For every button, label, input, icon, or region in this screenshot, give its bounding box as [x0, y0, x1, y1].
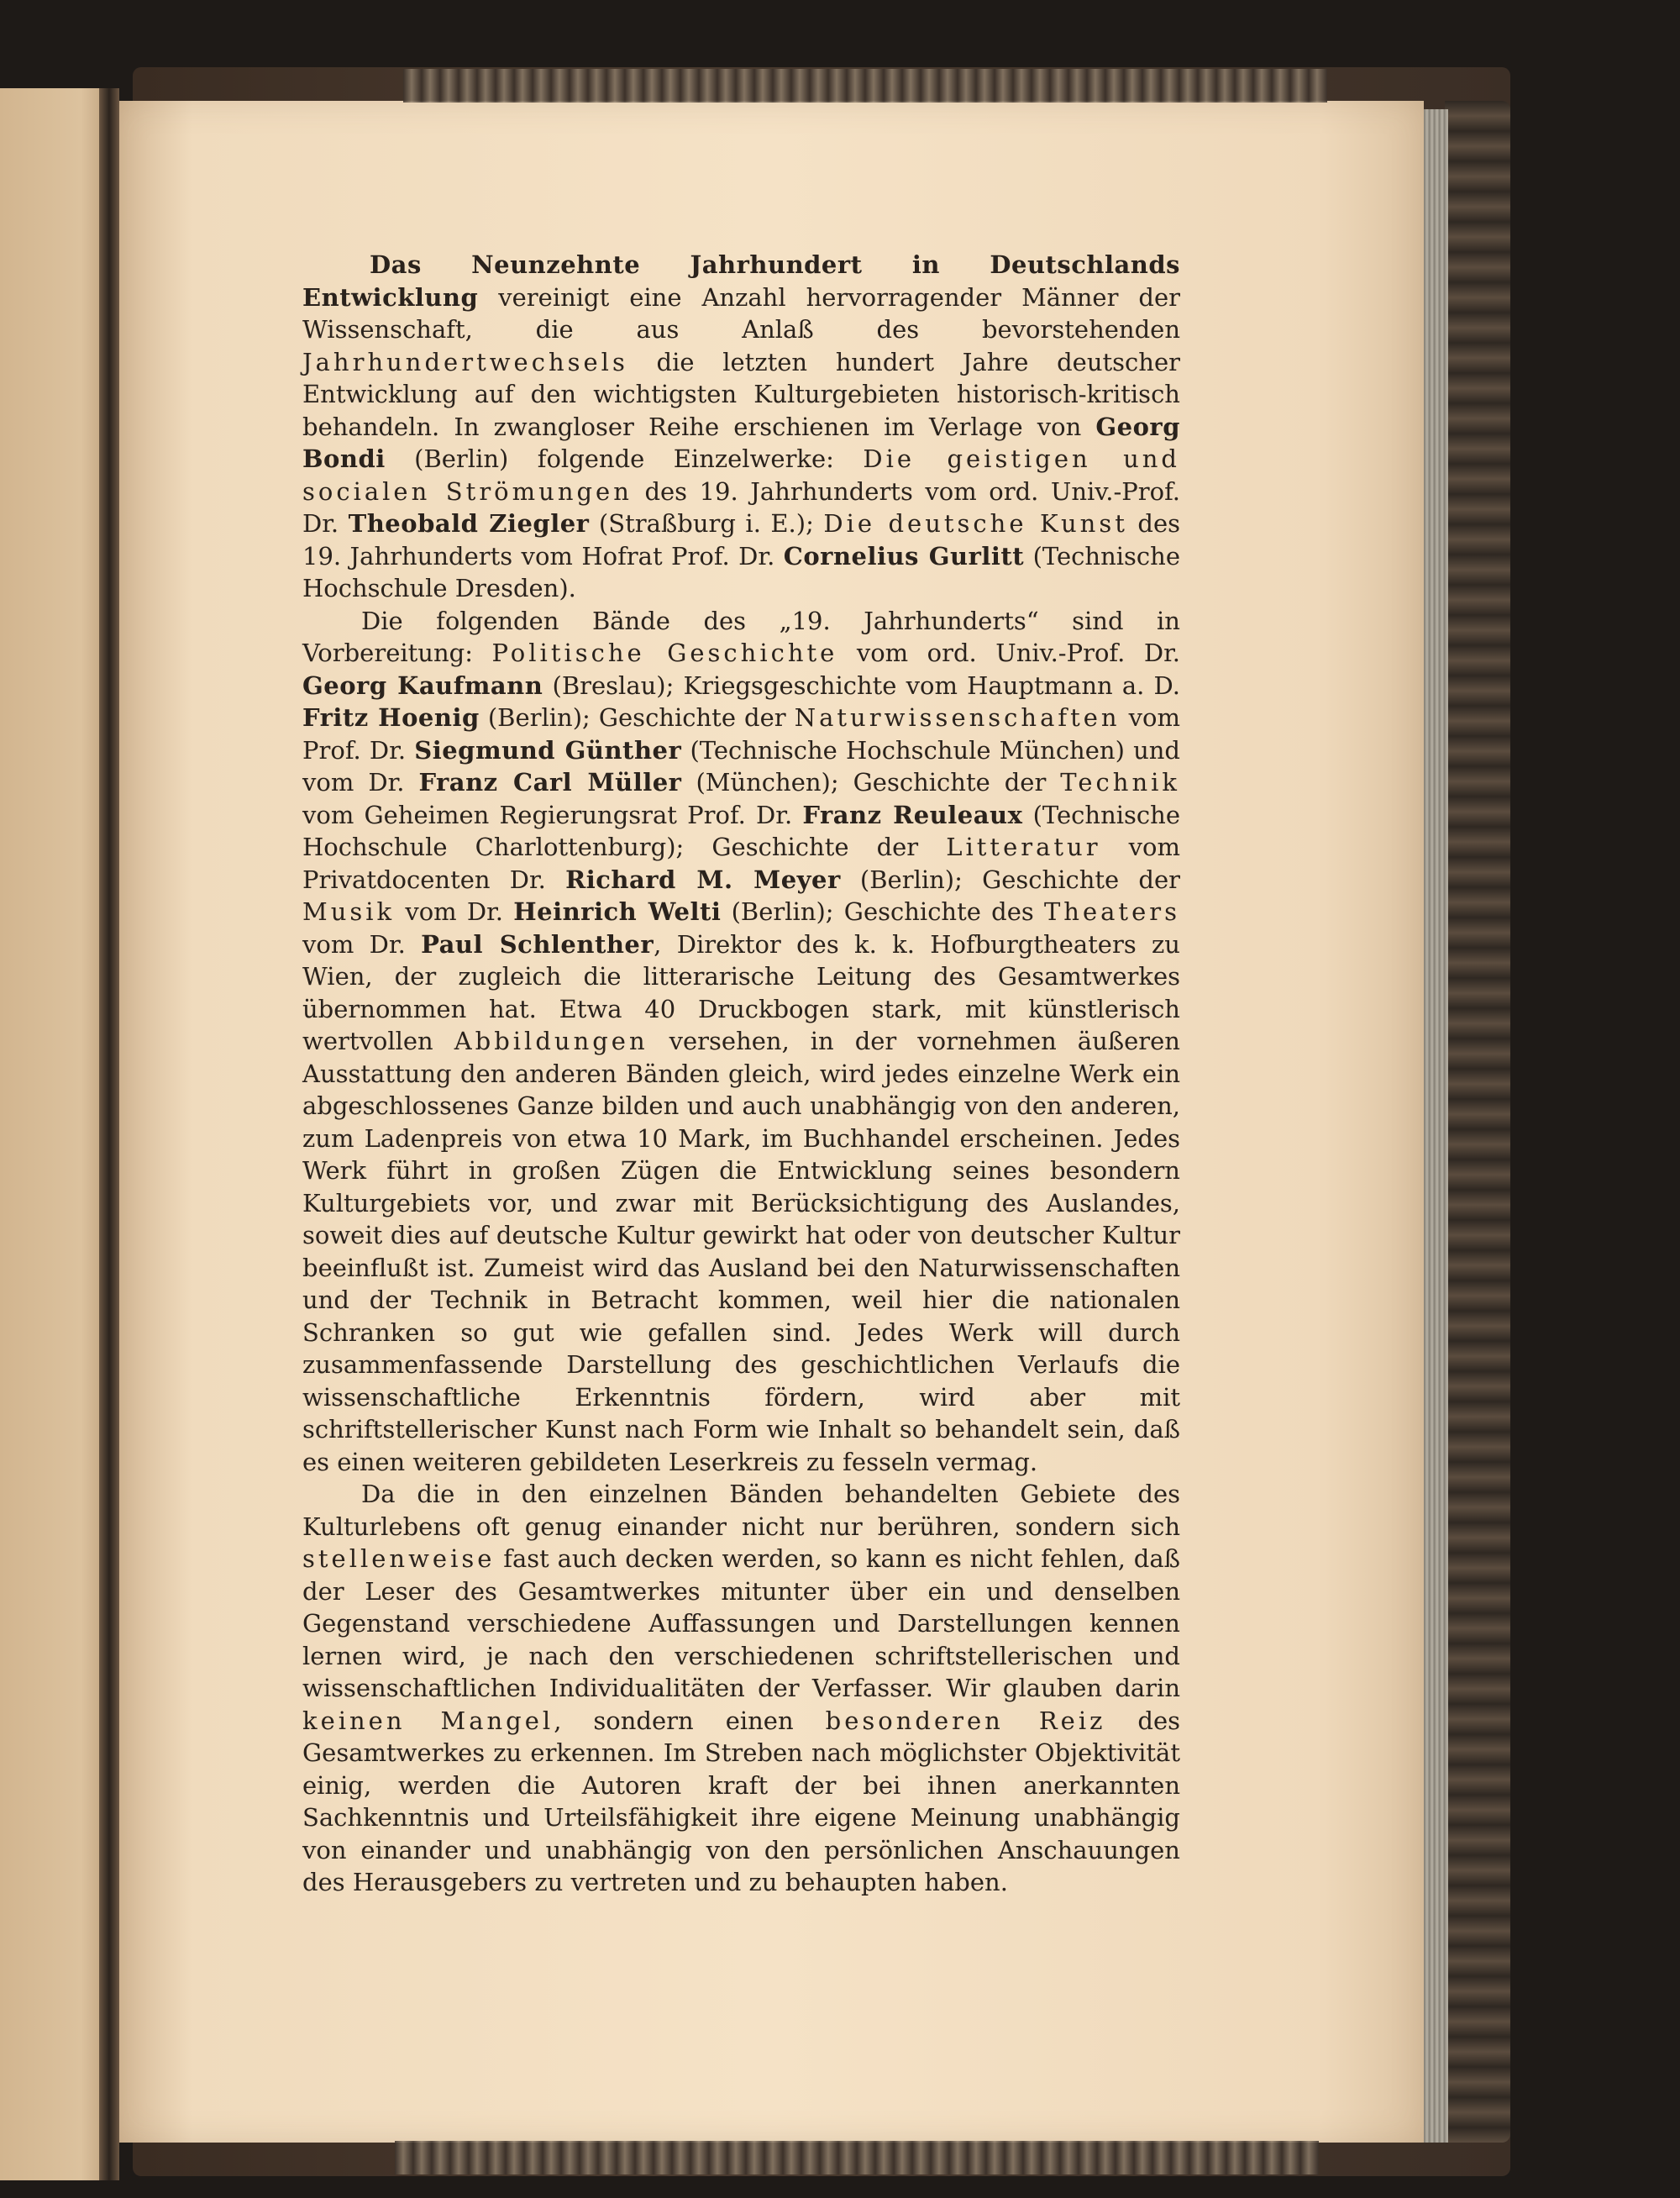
- spaced-text: Abbildungen: [454, 1027, 648, 1055]
- spaced-text: Politische Geschichte: [491, 639, 838, 667]
- spaced-text: stellenweise: [302, 1544, 496, 1573]
- text-run: vom Dr.: [302, 929, 422, 959]
- text-run: (Technische Hochschule Dresden).: [302, 541, 1181, 602]
- text-run: (Berlin); Geschichte der: [479, 703, 795, 732]
- text-run: die letzten hundert Jahre deutscher Entwicklung auf den wichtigsten Kulturgebieten historisch-kritisch behandeln. In zwangloser Reihe erschienen im Verlage von: [302, 347, 1180, 441]
- emphasized-name: Paul Schlenther: [421, 929, 654, 959]
- paragraph: [302, 605, 1180, 1479]
- text-run: vom Privatdocenten Dr.: [302, 833, 1181, 894]
- paragraph: [302, 249, 1180, 605]
- text-run: Da die in den einzelnen Bänden behandelten Gebiete des Kulturlebens oft genug einander nicht nur berühren, sondern sich: [302, 1480, 1180, 1541]
- emphasized-name: Cornelius Gurlitt: [783, 541, 1025, 571]
- emphasized-name: Fritz Hoenig: [302, 703, 480, 732]
- spaced-text: besonderen Reiz: [825, 1706, 1106, 1735]
- text-run: (Technische Hochschule München) und vom Dr.: [302, 735, 1180, 797]
- text-run: des Gesamtwerkes zu erkennen. Im Streben nach möglichster Objektivität einig, werden die Autoren kraft der bei ihnen anerkannten Sachkenntnis und Urteilsfähigkeit ihre eigene Meinung unabhängig von einander und unabhängig von den persönlichen Anschauungen des Herausgebers zu vertreten und zu behaupten haben.: [302, 1706, 1180, 1896]
- spaced-text: keinen Mangel: [302, 1706, 554, 1735]
- emphasized-name: Richard M. Meyer: [565, 865, 841, 894]
- text-run: des 19. Jahrhunderts vom Hofrat Prof. Dr.: [302, 509, 1180, 571]
- emphasized-name: Georg Kaufmann: [302, 670, 543, 700]
- text-run: vereinigt eine Anzahl hervorragender Männer der Wissenschaft, die aus Anlaß des bevorstehenden: [302, 282, 1180, 344]
- page-stack: [1420, 109, 1448, 2143]
- text-run: (München); Geschichte der: [681, 768, 1061, 797]
- text-run: (Breslau); Kriegsgeschichte vom Hauptmann a. D.: [543, 670, 1180, 700]
- spaced-text: Die deutsche Kunst: [823, 509, 1128, 538]
- emphasized-name: Theobald Ziegler: [348, 509, 590, 538]
- cover-edge: [1445, 101, 1510, 2143]
- top-binding: [403, 69, 1327, 103]
- text-run: vom Dr.: [395, 897, 514, 926]
- spaced-text: Theaters: [1043, 897, 1180, 926]
- text-run: , sondern einen: [554, 1706, 826, 1735]
- gutter: [99, 88, 119, 2180]
- spaced-text: Naturwissenschaften: [794, 703, 1121, 732]
- text-run: (Straßburg i. E.);: [589, 509, 824, 538]
- text-run: des 19. Jahrhunderts vom ord. Univ.-Prof. Dr.: [302, 476, 1180, 538]
- bottom-binding: [395, 2141, 1319, 2174]
- emphasized-name: Siegmund Günther: [414, 735, 682, 765]
- text-run: fast auch decken werden, so kann es nicht fehlen, daß der Leser des Gesamtwerkes mitunter über ein und denselben Gegenstand verschiedene Auffassungen und Darstellungen kennen lernen wird, je nach den verschiedenen schriftstellerischen und wissenschaftlichen Individualitäten der Verfasser. Wir glauben darin: [302, 1544, 1180, 1702]
- text-run: vom Geheimen Regierungsrat Prof. Dr.: [302, 800, 803, 829]
- text-run: (Berlin); Geschichte des: [721, 897, 1044, 926]
- text-run: , Direktor des k. k. Hofburgtheaters zu Wien, der zugleich die litterarische Leitung des Gesamtwerkes übernommen hat. Etwa 40 Druckbogen stark, mit künstlerisch wertvollen: [302, 929, 1180, 1055]
- emphasized-name: Franz Reuleaux: [802, 800, 1023, 829]
- text-run: versehen, in der vornehmen äußeren Ausstattung den anderen Bänden gleich, wird jedes einzelne Werk ein abgeschlossenes Ganze bilden und auch unabhängig von den anderen, zum Ladenpreis von etwa 10 Mark, im Buchhandel erscheinen. Jedes Werk führt in großen Zügen die Entwicklung seines besondern Kulturgebiets vor, und zwar mit Berücksichtigung des Auslandes, soweit dies auf deutsche Kultur gewirkt hat oder von deutscher Kultur beeinflußt ist. Zumeist wird das Ausland bei den Naturwissenschaften und der Technik in Betracht kommen, weil hier die nationalen Schranken so gut wie gefallen sind. Jedes Werk will durch zusammenfassende Darstellung des geschichtlichen Verlaufs die wissenschaftliche Erkenntnis fördern, wird aber mit schriftstellerischer Kunst nach Form wie Inhalt so behandelt sein, daß es einen weiteren gebildeten Leserkreis zu fesseln vermag.: [302, 1027, 1180, 1476]
- spaced-text: Litteratur: [946, 833, 1101, 861]
- emphasized-name: Franz Carl Müller: [418, 768, 682, 797]
- emphasized-name: Georg Bondi: [302, 412, 1180, 473]
- text-run: (Berlin); Geschichte der: [840, 865, 1180, 894]
- emphasized-name: Das Neunzehnte Jahrhundert in Deutschlands Entwicklung: [302, 250, 1180, 312]
- spaced-text: Musik: [302, 897, 396, 926]
- paragraph: [302, 1478, 1180, 1899]
- spaced-text: Jahrhundertwechsels: [302, 347, 628, 376]
- page-text: [302, 249, 1180, 1899]
- spaced-text: Technik: [1060, 768, 1180, 797]
- text-run: Die folgenden Bände des „19. Jahrhunderts“ sind in Vorbereitung:: [302, 606, 1180, 667]
- text-run: vom ord. Univ.-Prof. Dr.: [837, 639, 1180, 667]
- text-run: (Berlin) folgende Einzelwerke:: [385, 444, 864, 473]
- text-run: (Technische Hochschule Charlottenburg); Geschichte der: [302, 800, 1180, 861]
- text-run: vom Prof. Dr.: [302, 703, 1181, 765]
- emphasized-name: Heinrich Welti: [513, 897, 722, 926]
- spaced-text: Die geistigen und socialen Strömungen: [302, 444, 1180, 506]
